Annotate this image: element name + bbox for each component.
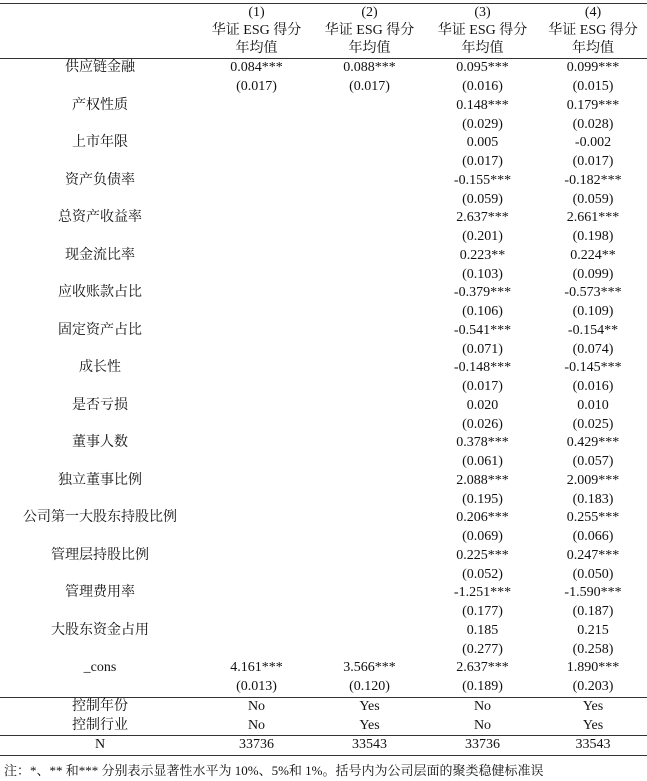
- coefficient-cell: [313, 622, 426, 641]
- table-row-standard-error: [0, 115, 647, 134]
- coefficient-cell: 0.247***: [566, 547, 620, 563]
- dependent-variable-suffix: 年均值: [539, 40, 647, 59]
- coefficient-cell: 4.161***: [230, 660, 283, 676]
- table-row-coefficient: [0, 284, 647, 303]
- coefficient-cell: [200, 172, 313, 191]
- coefficient-cell: 0.255***: [566, 510, 620, 526]
- standard-error-cell: [200, 453, 313, 472]
- coefficient-cell: [200, 547, 313, 566]
- coefficient-cell: 0.179***: [566, 97, 620, 113]
- coefficient-cell: 0.206***: [456, 510, 509, 526]
- coefficient-cell: [200, 134, 313, 153]
- standard-error-cell: (0.017): [236, 79, 277, 95]
- table-row-coefficient: [0, 472, 647, 491]
- coefficient-cell: [313, 547, 426, 566]
- variable-label: 管理费用率: [65, 585, 135, 601]
- standard-error-cell: (0.026): [462, 416, 503, 432]
- table-row-standard-error: [0, 490, 647, 509]
- table-row-control: [0, 697, 647, 716]
- coefficient-cell: -0.155***: [453, 172, 512, 188]
- coefficient-cell: -1.251***: [453, 585, 512, 601]
- dependent-variable: 华证 ESG 得分: [437, 23, 528, 38]
- standard-error-cell: [200, 190, 313, 209]
- standard-error-cell: [200, 565, 313, 584]
- variable-label: 上市年限: [72, 135, 128, 151]
- coefficient-cell: [200, 247, 313, 266]
- variable-label: 董事人数: [72, 435, 128, 451]
- standard-error-cell: (0.198): [572, 229, 614, 245]
- coefficient-cell: [200, 472, 313, 491]
- standard-error-cell: (0.069): [462, 529, 503, 545]
- header-row-column-numbers: [0, 4, 647, 23]
- standard-error-cell: [200, 603, 313, 622]
- table-row-coefficient: [0, 547, 647, 566]
- coefficient-cell: 2.088***: [456, 472, 509, 488]
- table-row-standard-error: [0, 565, 647, 584]
- variable-label: 产权性质: [72, 97, 128, 113]
- table-header: [0, 4, 647, 59]
- coefficient-cell: 0.084***: [230, 60, 283, 76]
- table-row-observations: [0, 736, 647, 756]
- coefficient-cell: 2.661***: [566, 210, 620, 226]
- standard-error-cell: (0.195): [462, 491, 503, 507]
- coefficient-cell: 2.009***: [566, 472, 620, 488]
- standard-error-cell: (0.203): [539, 678, 647, 697]
- standard-error-cell: (0.017): [462, 379, 503, 395]
- header-empty: [0, 40, 200, 59]
- label-spacer: [0, 528, 200, 547]
- variable-label: 独立董事比例: [58, 472, 142, 488]
- standard-error-cell: (0.071): [462, 341, 503, 357]
- table-row-coefficient: [0, 397, 647, 416]
- coefficient-cell: [313, 472, 426, 491]
- coefficient-cell: 0.095***: [456, 60, 509, 76]
- coefficient-cell: [313, 97, 426, 116]
- label-spacer: [0, 415, 200, 434]
- table-row-coefficient: [0, 134, 647, 153]
- coefficient-cell: -0.182***: [564, 172, 622, 188]
- standard-error-cell: [313, 640, 426, 659]
- standard-error-cell: (0.183): [572, 491, 614, 507]
- coefficient-cell: [313, 397, 426, 416]
- coefficient-cell: 0.215: [577, 622, 609, 638]
- standard-error-cell: (0.106): [462, 304, 503, 320]
- control-value: No: [426, 716, 539, 735]
- coefficient-cell: [313, 284, 426, 303]
- standard-error-cell: [200, 640, 313, 659]
- coefficient-cell: 1.890***: [566, 660, 620, 676]
- coefficient-cell: [200, 97, 313, 116]
- coefficient-cell: [200, 434, 313, 453]
- standard-error-cell: (0.074): [572, 341, 614, 357]
- table-row-coefficient: [0, 359, 647, 378]
- table-row-coefficient: [0, 97, 647, 116]
- standard-error-cell: (0.258): [572, 641, 614, 657]
- table-row-standard-error: [0, 415, 647, 434]
- standard-error-cell: (0.061): [462, 454, 503, 470]
- standard-error-cell: (0.025): [572, 416, 614, 432]
- standard-error-cell: [313, 340, 426, 359]
- coefficient-cell: 0.224**: [570, 247, 616, 263]
- standard-error-cell: [200, 303, 313, 322]
- table-row-coefficient: [0, 584, 647, 603]
- coefficient-cell: [200, 359, 313, 378]
- observations-value: 33736: [200, 736, 313, 756]
- observations-value: 33543: [313, 736, 426, 756]
- column-number: (1): [200, 4, 313, 23]
- coefficient-cell: 2.637***: [456, 660, 509, 676]
- standard-error-cell: [313, 453, 426, 472]
- header-empty: [0, 22, 200, 40]
- table-row-control: [0, 716, 647, 735]
- coefficient-cell: 0.099***: [566, 60, 620, 76]
- control-value: Yes: [582, 698, 604, 714]
- variable-label: 大股东资金占用: [51, 622, 149, 638]
- coefficient-cell: 0.378***: [456, 435, 509, 451]
- coefficient-cell: [313, 359, 426, 378]
- coefficient-cell: 0.223**: [459, 247, 506, 263]
- standard-error-cell: (0.050): [572, 566, 614, 582]
- variable-label: 固定资产占比: [58, 322, 142, 338]
- table-row-standard-error: [0, 153, 647, 172]
- coefficient-cell: [200, 584, 313, 603]
- standard-error-cell: [313, 153, 426, 172]
- standard-error-cell: (0.059): [572, 191, 614, 207]
- standard-error-cell: (0.016): [462, 79, 503, 95]
- table-row-standard-error: [0, 340, 647, 359]
- standard-error-cell: (0.028): [572, 116, 614, 132]
- standard-error-cell: (0.099): [572, 266, 614, 282]
- variable-label: _cons: [83, 660, 117, 676]
- variable-label: 资产负债率: [65, 172, 135, 188]
- control-value: No: [473, 698, 492, 714]
- coefficient-cell: -0.145***: [564, 360, 622, 376]
- standard-error-cell: (0.277): [462, 641, 503, 657]
- table-row-standard-error: [0, 378, 647, 397]
- coefficient-cell: [200, 509, 313, 528]
- standard-error-cell: (0.177): [462, 604, 503, 620]
- variable-label: 总资产收益率: [58, 210, 142, 226]
- coefficient-cell: 0.020: [466, 397, 499, 413]
- standard-error-cell: [313, 415, 426, 434]
- standard-error-cell: [313, 190, 426, 209]
- column-number: (4): [539, 4, 647, 23]
- variable-label: 现金流比率: [65, 247, 135, 263]
- standard-error-cell: [200, 528, 313, 547]
- label-spacer: [0, 490, 200, 509]
- standard-error-cell: (0.201): [462, 229, 503, 245]
- coefficient-cell: 0.010: [577, 397, 609, 413]
- table-row-coefficient: [0, 59, 647, 78]
- coefficient-cell: 0.429***: [566, 435, 620, 451]
- standard-error-cell: [313, 490, 426, 509]
- standard-error-cell: (0.187): [572, 604, 614, 620]
- table-row-standard-error: [0, 303, 647, 322]
- standard-error-cell: [200, 340, 313, 359]
- table-row-standard-error: [0, 603, 647, 622]
- standard-error-cell: [313, 378, 426, 397]
- variable-label: 应收账款占比: [58, 285, 142, 301]
- coefficient-cell: 0.005: [466, 135, 499, 151]
- standard-error-cell: [313, 528, 426, 547]
- observations-label: N: [0, 736, 200, 756]
- table-row-coefficient: [0, 622, 647, 641]
- header-row-dep-var: [0, 22, 647, 40]
- observations-value: 33736: [426, 736, 539, 756]
- variable-label: 是否亏损: [72, 397, 128, 413]
- coefficient-cell: [313, 509, 426, 528]
- standard-error-cell: (0.017): [349, 79, 390, 95]
- table-row-coefficient: [0, 659, 647, 678]
- variable-label: 供应链金融: [65, 60, 135, 76]
- coefficient-cell: [313, 172, 426, 191]
- coefficient-cell: [200, 284, 313, 303]
- label-spacer: [0, 303, 200, 322]
- header-empty: [0, 4, 200, 23]
- table-row-standard-error: [0, 190, 647, 209]
- standard-error-cell: (0.029): [462, 116, 503, 132]
- coefficient-cell: [313, 584, 426, 603]
- table-note: 注：*、** 和*** 分别表示显著性水平为 10%、5%和 1%。括号内为公司层面的聚类稳健标准误: [4, 762, 544, 778]
- coefficient-cell: -0.148***: [453, 360, 512, 376]
- coefficient-cell: 3.566***: [343, 660, 396, 676]
- table-row-coefficient: [0, 247, 647, 266]
- standard-error-cell: [313, 303, 426, 322]
- standard-error-cell: (0.189): [426, 678, 539, 697]
- coefficient-cell: [313, 134, 426, 153]
- column-number: (2): [313, 4, 426, 23]
- standard-error-cell: (0.057): [572, 454, 614, 470]
- control-value: No: [247, 698, 266, 714]
- coefficient-cell: -0.541***: [453, 322, 512, 338]
- coefficient-cell: [313, 434, 426, 453]
- label-spacer: [0, 603, 200, 622]
- dependent-variable-suffix: 年均值: [200, 40, 313, 59]
- coefficient-cell: [313, 209, 426, 228]
- variable-label: 成长性: [79, 360, 121, 376]
- label-spacer: [0, 190, 200, 209]
- table-row-coefficient: [0, 172, 647, 191]
- standard-error-cell: (0.016): [572, 379, 614, 395]
- standard-error-cell: (0.013): [200, 678, 313, 697]
- table-row-coefficient: [0, 322, 647, 341]
- table-row-standard-error: [0, 453, 647, 472]
- standard-error-cell: (0.052): [462, 566, 503, 582]
- table-body: [0, 59, 647, 756]
- regression-table: [0, 3, 647, 756]
- standard-error-cell: [200, 228, 313, 247]
- control-label: 控制年份: [72, 698, 128, 714]
- label-spacer: [0, 378, 200, 397]
- standard-error-cell: [200, 490, 313, 509]
- standard-error-cell: [313, 565, 426, 584]
- label-spacer: [0, 265, 200, 284]
- table-row-standard-error: [0, 228, 647, 247]
- standard-error-cell: (0.066): [572, 529, 614, 545]
- standard-error-cell: (0.120): [313, 678, 426, 697]
- column-number: (3): [426, 4, 539, 23]
- coefficient-cell: -0.379***: [453, 285, 512, 301]
- table-row-standard-error: [0, 528, 647, 547]
- variable-label: 管理层持股比例: [51, 547, 149, 563]
- coefficient-cell: [200, 209, 313, 228]
- control-value: Yes: [313, 716, 426, 735]
- standard-error-cell: (0.109): [572, 304, 614, 320]
- label-spacer: [0, 565, 200, 584]
- control-value: No: [200, 716, 313, 735]
- label-spacer: [0, 228, 200, 247]
- standard-error-cell: (0.017): [572, 154, 614, 170]
- standard-error-cell: [200, 415, 313, 434]
- label-spacer: [0, 78, 200, 97]
- variable-label: 公司第一大股东持股比例: [23, 510, 177, 526]
- standard-error-cell: [313, 115, 426, 134]
- control-value: Yes: [359, 698, 380, 714]
- control-value: Yes: [539, 716, 647, 735]
- table-row-coefficient: [0, 509, 647, 528]
- label-spacer: [0, 678, 200, 697]
- coefficient-cell: -0.573***: [564, 285, 622, 301]
- table-row-coefficient: [0, 434, 647, 453]
- table-row-standard-error: [0, 640, 647, 659]
- standard-error-cell: [200, 115, 313, 134]
- standard-error-cell: [200, 265, 313, 284]
- standard-error-cell: (0.017): [462, 154, 503, 170]
- control-label: 控制行业: [0, 716, 200, 735]
- coefficient-cell: 0.225***: [456, 547, 509, 563]
- coefficient-cell: 0.185: [466, 622, 499, 638]
- standard-error-cell: [313, 265, 426, 284]
- dependent-variable-suffix: 年均值: [426, 40, 539, 59]
- label-spacer: [0, 640, 200, 659]
- table-row-standard-error: [0, 78, 647, 97]
- label-spacer: [0, 340, 200, 359]
- dependent-variable: 华证 ESG 得分: [324, 23, 415, 38]
- label-spacer: [0, 153, 200, 172]
- coefficient-cell: -0.154**: [567, 322, 619, 338]
- label-spacer: [0, 115, 200, 134]
- coefficient-cell: 2.637***: [456, 210, 509, 226]
- coefficient-cell: -0.002: [574, 135, 612, 151]
- coefficient-cell: 0.148***: [456, 97, 509, 113]
- standard-error-cell: [313, 228, 426, 247]
- table-row-standard-error: [0, 678, 647, 697]
- coefficient-cell: 0.088***: [343, 60, 396, 76]
- standard-error-cell: (0.059): [462, 191, 503, 207]
- coefficient-cell: [200, 622, 313, 641]
- header-row-dep-var-2: [0, 40, 647, 59]
- coefficient-cell: [200, 322, 313, 341]
- standard-error-cell: [313, 603, 426, 622]
- dependent-variable-suffix: 年均值: [313, 40, 426, 59]
- dependent-variable: 华证 ESG 得分: [211, 23, 302, 38]
- standard-error-cell: [200, 378, 313, 397]
- coefficient-cell: -1.590***: [564, 585, 622, 601]
- dependent-variable: 华证 ESG 得分: [548, 23, 638, 38]
- coefficient-cell: [200, 397, 313, 416]
- standard-error-cell: (0.015): [572, 79, 614, 95]
- table-row-standard-error: [0, 265, 647, 284]
- table-row-coefficient: [0, 209, 647, 228]
- standard-error-cell: (0.103): [462, 266, 503, 282]
- observations-value: 33543: [539, 736, 647, 756]
- standard-error-cell: [200, 153, 313, 172]
- coefficient-cell: [313, 247, 426, 266]
- label-spacer: [0, 453, 200, 472]
- coefficient-cell: [313, 322, 426, 341]
